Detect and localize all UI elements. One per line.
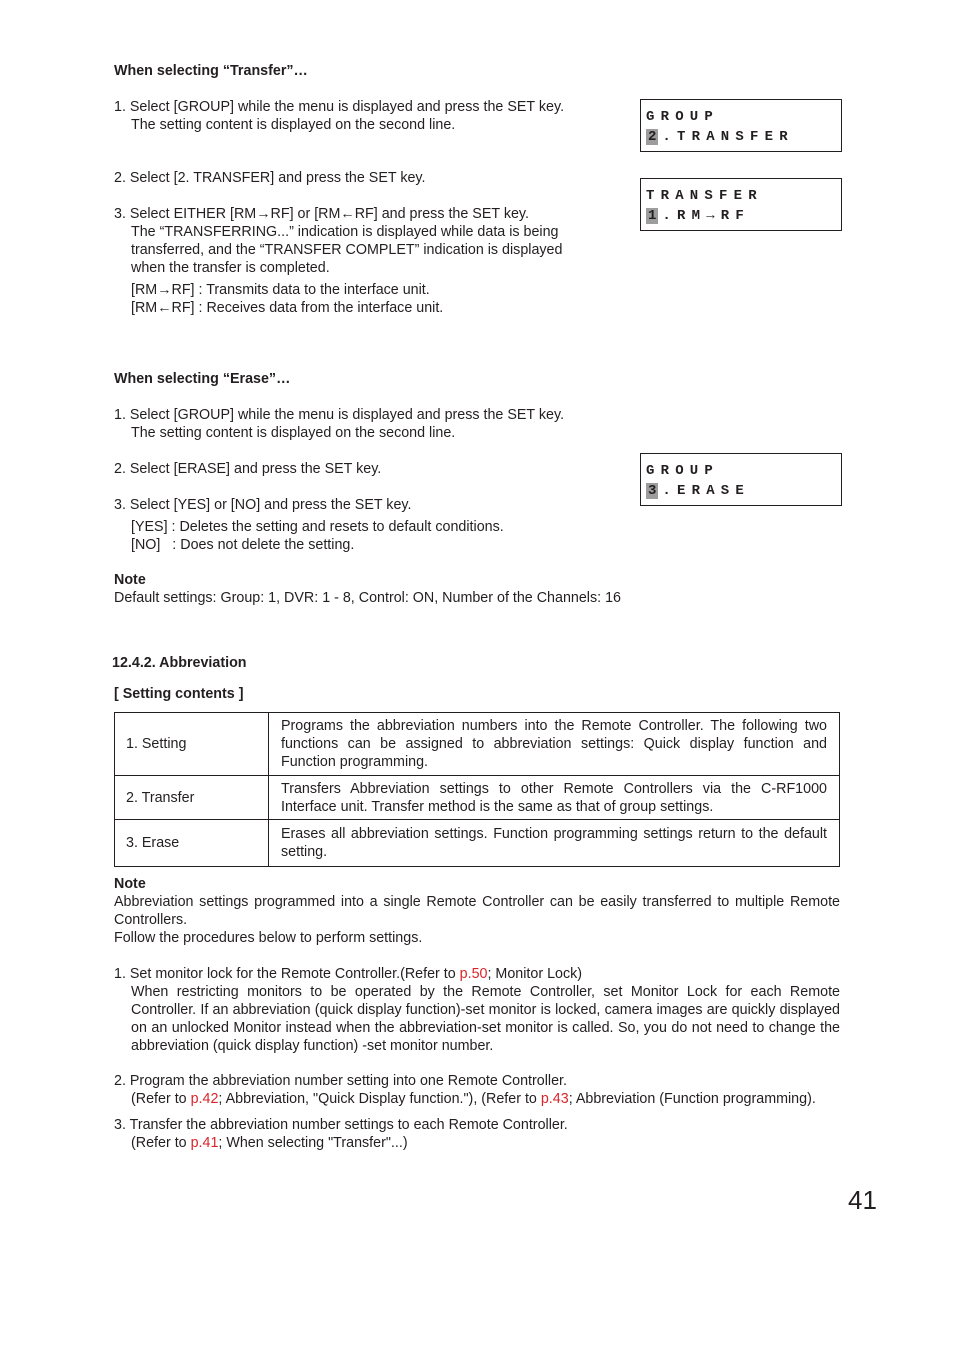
transfer-step3: 3. Select EITHER [RM→RF] or [RM←RF] and press the SET key.	[114, 206, 529, 222]
procedure-step3: 3. Transfer the abbreviation number settings to each Remote Controller.	[114, 1117, 568, 1133]
lcd-line2-text: .TRANSFER	[662, 129, 794, 145]
lcd-line2	[646, 481, 841, 501]
erase-step3: 3. Select [YES] or [NO] and press the SET key.	[114, 497, 412, 513]
note-abbreviation-text: Abbreviation settings programmed into a single Remote Controller can be easily transferred to multiple Remote Controllers.	[114, 894, 840, 928]
note-default-settings: Default settings: Group: 1, DVR: 1 - 8, Control: ON, Number of the Channels: 16	[114, 590, 621, 606]
step1-text-end: ; Monitor Lock)	[487, 966, 583, 982]
lcd-line2-text: .RM→RF	[662, 208, 751, 224]
page-number: 41	[848, 1185, 877, 1215]
page-link-50[interactable]: p.50	[459, 966, 488, 982]
table-cell-desc: Erases all abbreviation settings. Function programming settings return to the default setting.	[269, 820, 840, 867]
section-heading-abbreviation: 12.4.2. Abbreviation	[112, 655, 247, 671]
rm-from-rf-description: [RM←RF] : Receives data from the interface unit.	[131, 300, 444, 316]
erase-heading: When selecting “Erase”…	[114, 371, 291, 387]
transfer-heading: When selecting “Transfer”…	[114, 63, 308, 79]
table-cell-item: 3. Erase	[115, 820, 269, 867]
no-description: [NO] : Does not delete the setting.	[131, 537, 355, 553]
lcd-line2-text: .ERASE	[662, 483, 751, 499]
note-follow-text: Follow the procedures below to perform settings.	[114, 930, 423, 946]
table-row	[115, 776, 840, 820]
refs-text: ; When selecting "Transfer"...)	[218, 1135, 408, 1151]
table-row	[115, 713, 840, 776]
procedure-step2-refs	[131, 1090, 816, 1108]
refs-text: (Refer to	[131, 1135, 191, 1151]
lcd-line1: TRANSFER	[646, 188, 763, 204]
transfer-step3-line2: The “TRANSFERRING...” indication is displayed while data is being	[131, 224, 559, 240]
step1-text: 1. Set monitor lock for the Remote Controller.(Refer to	[114, 966, 460, 982]
table-row	[115, 820, 840, 867]
table-cell-item: 2. Transfer	[115, 776, 269, 820]
erase-step2: 2. Select [ERASE] and press the SET key.	[114, 461, 382, 477]
erase-step1-note: The setting content is displayed on the second line.	[131, 425, 456, 441]
rm-to-rf-description: [RM→RF] : Transmits data to the interface unit.	[131, 282, 430, 298]
procedure-step2: 2. Program the abbreviation number setting into one Remote Controller.	[114, 1073, 567, 1089]
procedure-step1-body: When restricting monitors to be operated by the Remote Controller, set Monitor Lock for each Remote Controller. If an abbreviation (quick display function)-set monitor is locked, camera images are quickly displayed on an unlocked Monitor instead when the abbreviation-set monitor is called. So, you do not need to change the abbreviation (quick display function) -set monitor number.	[131, 984, 840, 1054]
table-cell-item: 1. Setting	[115, 713, 269, 776]
note-label: Note	[114, 572, 146, 588]
lcd-cursor: 2	[648, 129, 657, 145]
table-cell-desc: Transfers Abbreviation settings to other Remote Controllers via the C-RF1000 Interface unit. Transfer method is the same as that of group settings.	[269, 776, 840, 820]
lcd-cursor: 3	[648, 483, 657, 499]
page-link-41[interactable]: p.41	[190, 1135, 219, 1151]
lcd-line1: GROUP	[646, 109, 720, 125]
transfer-step3-line4: when the transfer is completed.	[131, 260, 330, 276]
lcd-transfer	[640, 178, 842, 231]
transfer-step1: 1. Select [GROUP] while the menu is displayed and press the SET key.	[114, 99, 565, 115]
lcd-group-erase	[640, 453, 842, 506]
yes-description: [YES] : Deletes the setting and resets to default conditions.	[131, 519, 504, 535]
procedure-step3-refs	[131, 1134, 408, 1152]
setting-contents-table	[114, 712, 840, 867]
note-label: Note	[114, 876, 146, 892]
procedure-step1	[114, 965, 582, 983]
transfer-step3-line3: transferred, and the “TRANSFER COMPLET” indication is displayed	[131, 242, 563, 258]
lcd-line2	[646, 206, 841, 226]
transfer-step1-note: The setting content is displayed on the second line.	[131, 117, 456, 133]
refs-text: ; Abbreviation, "Quick Display function."), (Refer to	[218, 1091, 541, 1107]
refs-text: (Refer to	[131, 1091, 191, 1107]
lcd-cursor: 1	[648, 208, 657, 224]
erase-step1: 1. Select [GROUP] while the menu is displayed and press the SET key.	[114, 407, 565, 423]
transfer-step2: 2. Select [2. TRANSFER] and press the SET key.	[114, 170, 426, 186]
lcd-line2	[646, 127, 841, 147]
page-link-42[interactable]: p.42	[190, 1091, 219, 1107]
refs-text: ; Abbreviation (Function programming).	[568, 1091, 816, 1107]
lcd-line1: GROUP	[646, 463, 720, 479]
table-cell-desc: Programs the abbreviation numbers into the Remote Controller. The following two functions can be assigned to abbreviation settings: Quick display function and Function programming.	[269, 713, 840, 776]
setting-contents-heading: [ Setting contents ]	[114, 686, 244, 702]
lcd-group-transfer	[640, 99, 842, 152]
page-link-43[interactable]: p.43	[540, 1091, 569, 1107]
